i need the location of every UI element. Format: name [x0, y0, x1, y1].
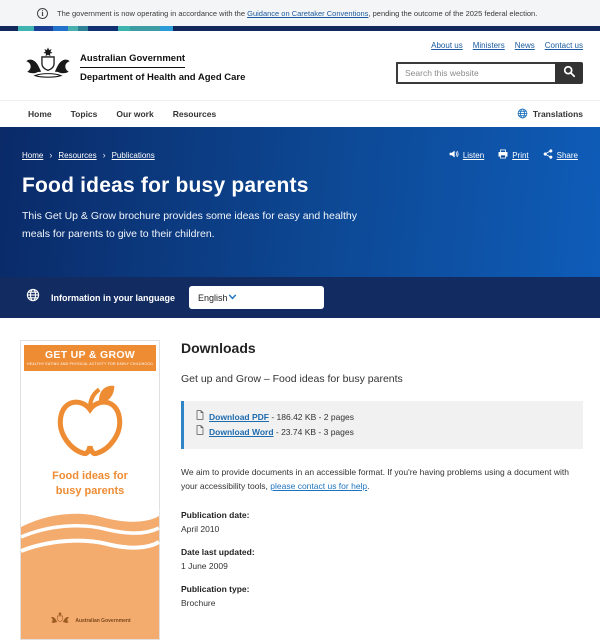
- breadcrumb-home[interactable]: Home: [22, 150, 44, 160]
- link-ministers[interactable]: Ministers: [472, 41, 505, 50]
- globe-icon: [517, 108, 528, 121]
- download-row-pdf: [196, 410, 571, 425]
- language-bar-label: Information in your language: [51, 292, 176, 303]
- translations-button[interactable]: [517, 108, 583, 121]
- nav-item-topics[interactable]: Topics: [70, 109, 98, 119]
- publication-date-value: April 2010: [181, 523, 220, 534]
- search-input[interactable]: [396, 62, 555, 84]
- share-icon: [543, 149, 553, 161]
- caretaker-conventions-link[interactable]: Guidance on Caretaker Conventions: [247, 8, 369, 18]
- search-icon: [563, 65, 576, 81]
- coat-of-arms-icon: [22, 39, 74, 92]
- hero-section: [0, 127, 600, 277]
- listen-button[interactable]: Listen: [449, 149, 484, 161]
- share-button[interactable]: Share: [543, 149, 578, 161]
- government-crest-logo[interactable]: [22, 39, 245, 92]
- download-links-box: [181, 401, 583, 449]
- downloads-subheading: Get up and Grow – Food ideas for busy parents: [181, 373, 403, 385]
- info-icon: i: [37, 8, 48, 19]
- cover-footer: [21, 611, 159, 631]
- search-button[interactable]: [555, 62, 583, 84]
- print-button[interactable]: Print: [498, 149, 528, 161]
- globe-icon: [26, 288, 40, 307]
- cover-title: Food ideas for busy parents: [52, 470, 128, 497]
- language-select[interactable]: [189, 286, 324, 309]
- download-pdf-link[interactable]: Download PDF: [209, 412, 269, 422]
- cover-brand-band: [24, 345, 156, 371]
- link-news[interactable]: News: [514, 41, 535, 50]
- publication-meta: [181, 510, 583, 608]
- downloads-section: [181, 340, 583, 640]
- downloads-heading: Downloads: [181, 340, 256, 356]
- language-bar: [0, 277, 600, 318]
- cover-brand-title: GET UP & GROW: [44, 349, 136, 361]
- banner-text: The government is now operating in accordance with the Guidance on Caretaker Conventions, pending the outcome of the 2025 federal election.: [57, 8, 538, 18]
- cover-footer-text: Australian Government: [75, 618, 131, 624]
- publication-type-value: Brochure: [181, 597, 216, 608]
- download-row-word: [196, 425, 571, 440]
- date-updated-label: Date last updated:: [181, 546, 255, 557]
- nav-item-home[interactable]: Home: [28, 109, 52, 119]
- brochure-cover-image: [20, 340, 160, 640]
- link-contact-us[interactable]: Contact us: [544, 41, 583, 50]
- link-about-us[interactable]: About us: [431, 41, 463, 50]
- breadcrumb-publications[interactable]: Publications: [111, 150, 155, 160]
- translations-label: Translations: [532, 109, 583, 119]
- main-content: [0, 318, 600, 640]
- cover-brand-subtitle: HEALTHY EATING AND PHYSICAL ACTIVITY FOR EARLY CHILDHOOD: [26, 362, 153, 366]
- speaker-icon: [449, 149, 459, 161]
- date-updated-value: 1 June 2009: [181, 560, 228, 571]
- department-name: Department of Health and Aged Care: [80, 72, 246, 83]
- caretaker-banner: [0, 0, 600, 26]
- breadcrumb-separator: ›: [49, 150, 53, 160]
- coat-of-arms-icon: [49, 611, 71, 631]
- primary-nav: [0, 100, 600, 127]
- government-title: Australian Government: [80, 53, 185, 68]
- nav-item-resources[interactable]: Resources: [172, 109, 217, 119]
- page-utilities: [449, 149, 578, 161]
- publication-type-label: Publication type:: [181, 583, 250, 594]
- header-quick-links: [431, 41, 583, 50]
- download-word-link[interactable]: Download Word: [209, 426, 274, 437]
- apple-illustration-icon: [21, 381, 159, 465]
- download-pdf-meta: - 186.42 KB - 2 pages: [268, 412, 355, 422]
- department-title-block: [80, 48, 245, 83]
- language-select-value: English: [198, 292, 228, 303]
- download-word-meta: - 23.74 KB - 3 pages: [273, 426, 354, 437]
- file-word-icon: [196, 425, 204, 440]
- page-subtitle: This Get Up & Grow brochure provides some ideas for easy and healthy meals for parents to give to their children.: [22, 210, 357, 241]
- file-pdf-icon: [196, 410, 204, 425]
- site-header: [0, 31, 600, 100]
- contact-for-help-link[interactable]: please contact us for help: [270, 481, 368, 492]
- printer-icon: [498, 149, 508, 161]
- breadcrumb: [22, 150, 155, 160]
- breadcrumb-resources[interactable]: Resources: [58, 150, 97, 160]
- nav-item-our-work[interactable]: Our work: [116, 109, 154, 119]
- accessibility-note: We aim to provide documents in an accessible format. If you're having problems using a document with your accessibility tools, please contact us for help.: [181, 466, 569, 492]
- publication-date-label: Publication date:: [181, 509, 250, 520]
- chevron-down-icon: [228, 292, 237, 303]
- site-search: [396, 62, 583, 84]
- breadcrumb-separator: ›: [102, 150, 106, 160]
- page-title: Food ideas for busy parents: [22, 174, 309, 197]
